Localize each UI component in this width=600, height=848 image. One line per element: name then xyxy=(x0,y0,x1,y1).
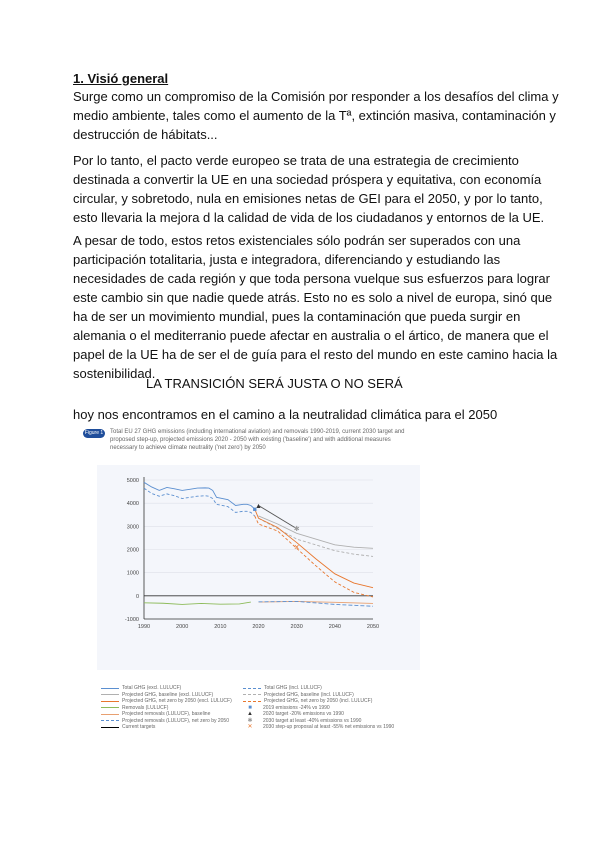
legend-label: Projected GHG, net zero by 2050 (incl. LULUCF) xyxy=(264,698,373,704)
legend-label: Projected GHG, baseline (excl. LULUCF) xyxy=(122,691,214,698)
legend-label: Projected GHG, net zero by 2050 (excl. LULUCF) xyxy=(122,698,232,704)
legend-swatch xyxy=(101,688,119,689)
paragraph-line: este cambio sin que nadie quede atrás. Esto no es solo a nivel de europa, sinó que xyxy=(73,290,553,305)
data-marker: ▲ xyxy=(255,502,262,510)
section-heading: 1. Visió general xyxy=(73,71,169,86)
y-tick-label: -1000 xyxy=(124,617,139,623)
data-marker: ✱ xyxy=(293,526,300,534)
legend-swatch xyxy=(101,714,119,715)
legend-label: 2030 step-up proposal at least -55% net emissions vs 1990 xyxy=(263,724,395,730)
series-line xyxy=(259,505,297,528)
series-line xyxy=(255,516,373,597)
legend-swatch xyxy=(243,688,261,689)
paragraph-line: alemania o el mediterranio puede afectar en australia o el ártico, de manera que el xyxy=(73,328,549,343)
legend-label: Projected removals (LULUCF), baseline xyxy=(122,711,211,717)
legend-label: Removals (LULUCF) xyxy=(122,704,169,711)
legend-swatch xyxy=(101,694,119,695)
legend-label: Total GHG (incl. LULUCF) xyxy=(264,685,322,691)
series-line xyxy=(144,482,255,509)
paragraph-line: sostenibilidad. xyxy=(73,366,156,381)
x-tick-label: 1990 xyxy=(137,624,151,630)
y-tick-label: 4000 xyxy=(126,501,139,508)
legend-label: Total GHG (excl. LULUCF) xyxy=(122,685,182,691)
legend-right xyxy=(243,685,394,731)
paragraph-line: necesidades de cada región y que toda persona vuelque sus esfuerzos para lograr xyxy=(73,271,550,286)
paragraph-line: medio ambiente, tales como el aumento de la Tª, extinción masiva, contaminación y xyxy=(73,108,556,123)
x-tick-label: 2030 xyxy=(290,624,303,630)
legend-swatch xyxy=(101,727,119,728)
emissions-figure xyxy=(83,428,423,768)
legend-swatch xyxy=(101,707,119,708)
paragraph-line: esto llevaria la mejora d la calidad de vida de los ciudadanos y entornos de la UE. xyxy=(73,210,545,225)
x-tick-label: 2050 xyxy=(366,624,380,630)
y-tick-label: 1000 xyxy=(126,570,139,577)
legend-item xyxy=(243,724,394,731)
legend-label: Projected removals (LULUCF), net zero by 2050 xyxy=(122,717,229,724)
paragraph-line: papel de la UE ha de ser el de guía para el resto del mundo en este camino hacia la xyxy=(73,347,558,362)
x-tick-label: 2000 xyxy=(176,624,189,630)
legend-label: 2020 target -20% emissions vs 1990 xyxy=(263,711,344,717)
slogan: LA TRANSICIÓN SERÁ JUSTA O NO SERÁ xyxy=(146,376,403,391)
legend-label: Current targets xyxy=(122,724,156,730)
legend-marker-icon: ▲ xyxy=(247,711,253,717)
paragraph-line: A pesar de todo, estos retos existenciales sólo podrán ser superados con una xyxy=(73,233,521,248)
series-line xyxy=(144,602,251,604)
figure-caption: Total EU 27 GHG emissions (including international aviation) and removals 1990-2019, current 2030 target and proposed step-up, projected emissions 2020 - 2050 with existing ('baseline') and with additional measures necessary to achieve climate neutrality ('net zero') by 2050 xyxy=(110,429,405,451)
legend-label: Projected GHG, baseline (incl. LULUCF) xyxy=(264,691,354,698)
paragraph-line: Surge como un compromiso de la Comisión por responder a los desafíos del clima y xyxy=(73,89,559,104)
legend-swatch xyxy=(243,701,261,702)
x-tick-label: 2010 xyxy=(214,624,227,630)
series-line xyxy=(259,518,374,556)
legend-marker-icon: ✕ xyxy=(247,724,253,730)
y-tick-label: 5000 xyxy=(126,478,139,484)
x-tick-label: 2020 xyxy=(252,624,265,630)
legend-marker-icon: ■ xyxy=(248,704,252,711)
legend-swatch xyxy=(101,701,119,702)
series-line xyxy=(255,509,373,588)
series-line xyxy=(144,488,255,516)
intro-line: hoy nos encontramos en el camino a la neutralidad climática para el 2050 xyxy=(73,407,498,422)
legend-item xyxy=(101,724,232,731)
x-tick-label: 2040 xyxy=(328,624,341,630)
y-tick-label: 3000 xyxy=(126,524,139,531)
legend-label: 2019 emissions -24% vs 1990 xyxy=(263,704,330,711)
paragraph-line: destinada a convertir la UE en una sociedad próspera y equitativa, con economía xyxy=(73,172,542,187)
legend-left xyxy=(101,685,232,731)
series-line xyxy=(259,516,374,548)
paragraph-line: destrucción de hábitats... xyxy=(73,127,218,142)
y-tick-label: 2000 xyxy=(126,547,139,554)
paragraph-line: Por lo tanto, el pacto verde europeo se trata de una estrategia de crecimiento xyxy=(73,153,519,168)
paragraph-line: circular, y sobretodo, nula en emisiones netas de GEI para el 2050, y por lo tanto, xyxy=(73,191,543,206)
paragraph-line: participación totalitaria, justa e integradora, diferenciando y estudiando las xyxy=(73,252,501,267)
figure-badge: Figure 1 xyxy=(84,430,104,436)
data-marker: ✕ xyxy=(293,544,300,552)
legend-marker-icon: ✱ xyxy=(247,717,253,724)
y-tick-label: 0 xyxy=(135,593,139,600)
legend-label: 2030 target at least -40% emissions vs 1990 xyxy=(263,717,362,724)
legend-swatch xyxy=(243,694,261,695)
legend-swatch xyxy=(101,720,119,721)
data-marker: ■ xyxy=(252,506,257,514)
paragraph-line: ha de ser un movimiento mundial, pues la contaminación que pueda surgir en xyxy=(73,309,521,324)
